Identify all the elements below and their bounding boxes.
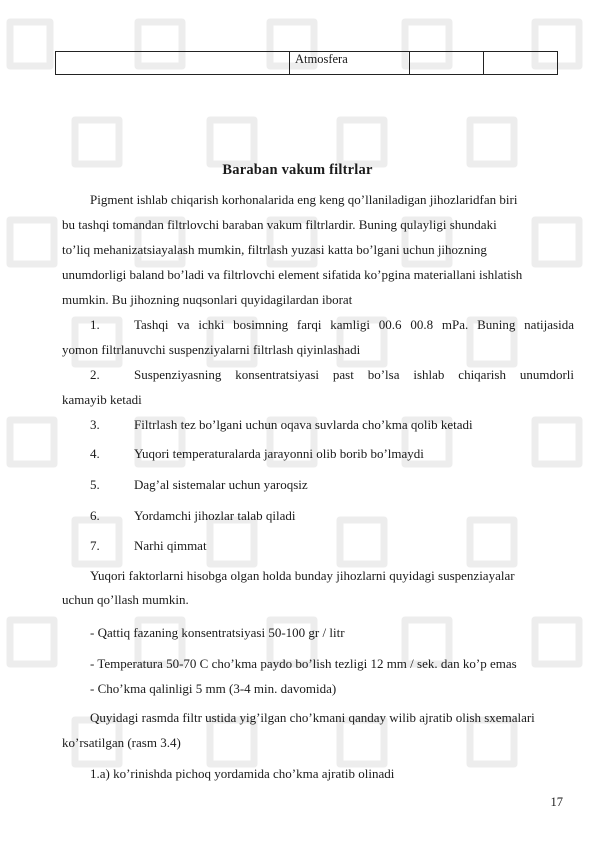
paragraph-line: Quyidagi rasmda filtr ustida yig’ilgan cho’kmani qanday wilib ajratib olish sxemalari <box>90 710 535 725</box>
list-number: 5. <box>90 477 100 492</box>
paragraph-line: Yuqori faktorlarni hisobga olgan holda bunday jihozlarni quyidagi suspenziayalar <box>90 568 515 583</box>
table-cell <box>484 52 558 75</box>
list-item: Dag’al sistemalar uchun yaroqsiz <box>134 477 308 492</box>
list-number: 2. <box>90 367 100 382</box>
page-number: 17 <box>550 795 563 809</box>
paragraph-line: ko’rsatilgan (rasm 3.4) <box>62 735 181 750</box>
list-number: 6. <box>90 508 100 523</box>
paragraph-line: uchun qo’llash mumkin. <box>62 592 189 607</box>
paragraph-line: Pigment ishlab chiqarish korhonalarida eng keng qo’llaniladigan jihozlaridfan biri <box>90 192 518 207</box>
table-fragment <box>55 51 558 75</box>
condition-item: - Temperatura 50-70 C cho’kma paydo bo’lish tezligi 12 mm / sek. dan ko’p emas <box>90 656 517 671</box>
paragraph-line: to’liq mehanizatsiayalash mumkin, filtrlash yuzasi katta bo’lgani uchun jihozning <box>62 242 487 257</box>
paragraph-line: mumkin. Bu jihozning nuqsonlari quyidagilardan iborat <box>62 292 353 307</box>
list-item: Tashqi va ichki bosimning farqi kamligi 00.6 00.8 mPa. Buning natijasida <box>134 317 574 332</box>
table-cell: Atmosfera <box>290 52 410 75</box>
section-title: Baraban vakum filtrlar <box>222 162 373 178</box>
list-item-continuation: yomon filtrlanuvchi suspenziyalarni filtrlash qiyinlashadi <box>62 342 361 357</box>
list-item: Yuqori temperaturalarda jarayonni olib borib bo’lmaydi <box>134 446 424 461</box>
condition-item: - Cho’kma qalinligi 5 mm (3-4 min. davomida) <box>90 681 337 696</box>
list-item: Narhi qimmat <box>134 538 207 553</box>
table-cell <box>410 52 484 75</box>
paragraph-line: 1.a) ko’rinishda pichoq yordamida cho’kma ajratib olinadi <box>90 766 395 781</box>
paragraph-line: unumdorligi baland bo’ladi va filtrlovchi element sifatida ko’pgina materiallani ishlatish <box>62 267 523 282</box>
list-number: 3. <box>90 417 100 432</box>
table-cell <box>56 52 290 75</box>
paragraph-line: bu tashqi tomandan filtrlovchi baraban vakum filtrlardir. Buning qulayligi shundaki <box>62 217 497 232</box>
list-number: 7. <box>90 538 100 553</box>
condition-item: - Qattiq fazaning konsentratsiyasi 50-100 gr / litr <box>90 625 345 640</box>
list-number: 4. <box>90 446 100 461</box>
list-number: 1. <box>90 317 100 332</box>
list-item: Filtrlash tez bo’lgani uchun oqava suvlarda cho’kma qolib ketadi <box>134 417 473 432</box>
table-row <box>56 52 558 75</box>
list-item: Suspenziyasning konsentratsiyasi past bo’lsa ishlab chiqarish unumdorli <box>134 367 574 382</box>
list-item-continuation: kamayib ketadi <box>62 392 142 407</box>
list-item: Yordamchi jihozlar talab qiladi <box>134 508 296 523</box>
